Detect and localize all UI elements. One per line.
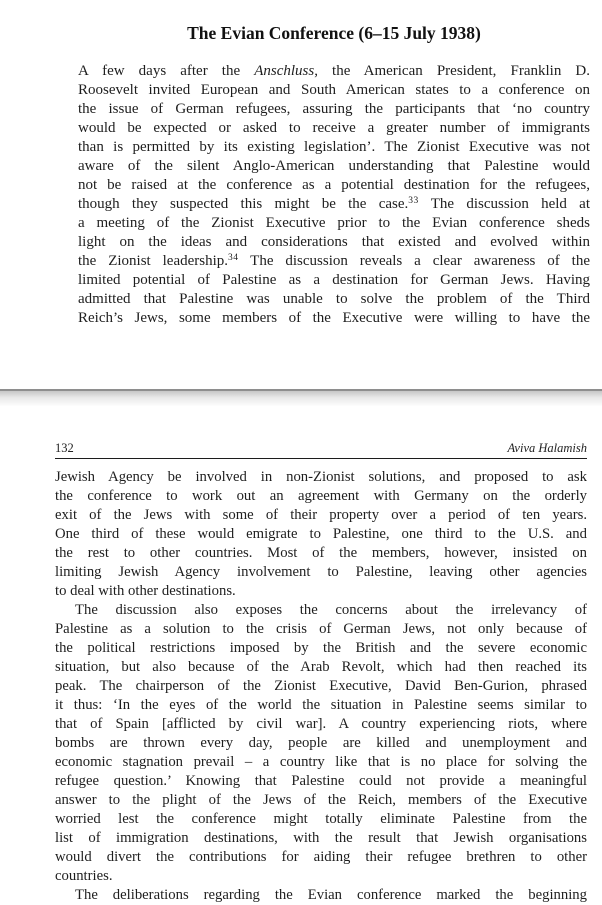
text-line: exit of the Jews with some of their property over a period of ten years. [55, 507, 587, 523]
text-line: Jewish Agency be involved in non-Zionist solutions, and proposed to ask [55, 469, 587, 485]
page-number: 132 [55, 441, 74, 455]
text-line: answer to the plight of the Jews of the Reich, members of the Executive [55, 792, 587, 808]
text-line: it thus: ‘In the eyes of the world the situation in Palestine seems similar to [55, 697, 587, 713]
text-line: aware of the silent Anglo-American understanding that Palestine would [78, 158, 590, 174]
paragraph-discussion-concerns [55, 601, 587, 886]
text-line: economic stagnation prevail – a country like that is no place for solving the [55, 754, 587, 770]
paragraph-deliberations-clipped [55, 886, 587, 905]
text-line: The deliberations regarding the Evian conference marked the beginning [75, 887, 587, 903]
text-line: limiting Jewish Agency involvement to Palestine, leaving other agencies [55, 564, 587, 580]
text-line: Reich’s Jews, some members of the Executive were willing to have the [78, 310, 590, 326]
text-line: The discussion also exposes the concerns about the irrelevancy of [75, 602, 587, 618]
text-line: bombs are thrown every day, people are killed and unemployment and [55, 735, 587, 751]
text-line: to deal with other destinations. [55, 583, 236, 599]
text-line: light on the ideas and considerations that existed and evolved within [78, 234, 590, 250]
paragraph-evian-intro [78, 62, 590, 328]
text-line: not be raised at the conference as a potential destination for the refugees, [78, 177, 590, 193]
text-line: though they suspected this might be the case.$^{33}$ The discussion held at [78, 196, 590, 212]
running-head-author: Aviva Halamish [507, 441, 587, 455]
text-line: situation, but also because of the Arab Revolt, which had then reached its [55, 659, 587, 675]
section-title: The Evian Conference (6–15 July 1938) [187, 23, 481, 43]
text-line: that of Spain [afflicted by civil war]. A country experiencing riots, where [55, 716, 587, 732]
text-line: One third of these would emigrate to Palestine, one third to the U.S. and [55, 526, 587, 542]
document-page-current [0, 406, 602, 905]
text-line: the political restrictions imposed by the British and the severe economic [55, 640, 587, 656]
text-line: countries. [55, 868, 113, 884]
page-header [55, 441, 587, 459]
text-line: list of immigration destinations, with the result that Jewish organisations [55, 830, 587, 846]
text-line: a meeting of the Zionist Executive prior to the Evian conference sheds [78, 215, 590, 231]
text-line: A few days after the Anschluss, the American President, Franklin D. [78, 63, 590, 79]
text-line: would be expected or asked to receive a greater number of immigrants [78, 120, 590, 136]
text-line: refugee question.’ Knowing that Palestine could not provide a meaningful [55, 773, 587, 789]
text-line: admitted that Palestine was unable to solve the problem of the Third [78, 291, 590, 307]
text-line: the Zionist leadership.$^{34}$ The discussion reveals a clear awareness of the [78, 253, 590, 269]
text-line: peak. The chairperson of the Zionist Executive, David Ben-Gurion, phrased [55, 678, 587, 694]
text-line: the issue of German refugees, assuring the participants that ‘no country [78, 101, 590, 117]
text-line: the rest to other countries. Most of the members, however, insisted on [55, 545, 587, 561]
text-line: would divert the contributions for aiding their refugee brethren to other [55, 849, 587, 865]
text-line: the conference to work out an agreement with Germany on the orderly [55, 488, 587, 504]
text-line: limited potential of Palestine as a destination for German Jews. Having [78, 272, 590, 288]
text-line: worried lest the conference might totally eliminate Palestine from the [55, 811, 587, 827]
page-edge-separator [0, 389, 602, 406]
document-page-previous [0, 0, 602, 389]
text-line: Palestine as a solution to the crisis of German Jews, not only because of [55, 621, 587, 637]
text-line: than is permitted by its existing legislation’. The Zionist Executive was not [78, 139, 590, 155]
paragraph-jewish-agency [55, 468, 587, 601]
text-line: Roosevelt invited European and South American states to a conference on [78, 82, 590, 98]
